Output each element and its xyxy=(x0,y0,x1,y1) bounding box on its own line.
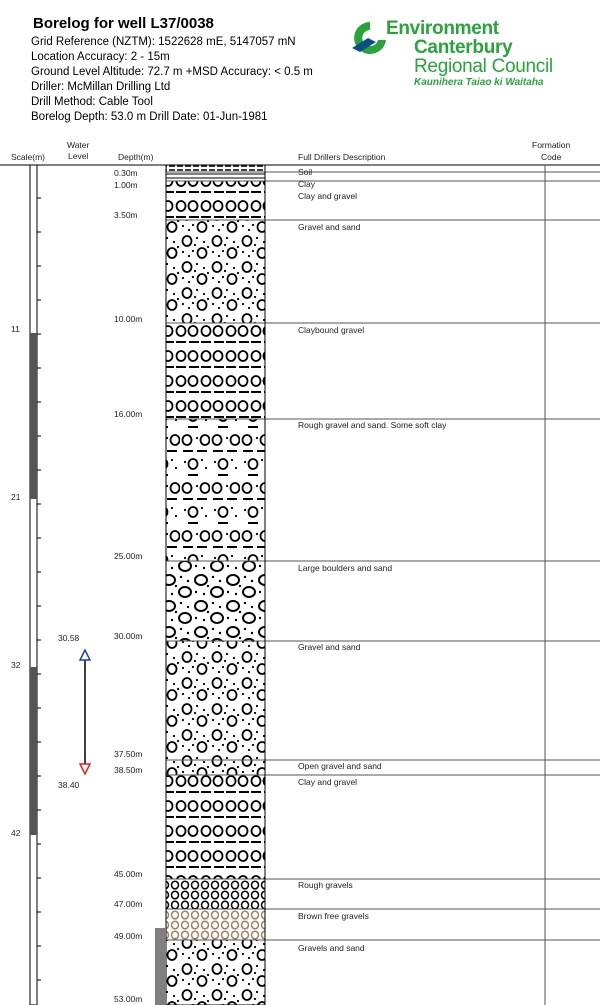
depth-label: 49.00m xyxy=(114,931,143,941)
depth-label: 3.50m xyxy=(114,210,138,220)
water-bottom-triangle-icon xyxy=(80,764,90,774)
formation-header-2: Code xyxy=(541,152,562,162)
lithology-layer xyxy=(166,181,265,220)
scale-header: Scale(m) xyxy=(11,152,46,162)
scale-bar-band xyxy=(30,667,37,835)
scale-label: 32 xyxy=(11,660,21,670)
layer-description: Gravel and sand xyxy=(298,222,361,232)
layer-description: Rough gravel and sand. Some soft clay xyxy=(298,420,447,430)
depth-label: 10.00m xyxy=(114,314,143,324)
lithology-layer xyxy=(166,323,265,419)
screen-marker xyxy=(156,928,164,1005)
layer-description: Claybound gravel xyxy=(298,325,365,335)
scale-label: 42 xyxy=(11,828,21,838)
depth-label: 53.00m xyxy=(114,994,143,1004)
scale-bar-outline xyxy=(30,165,37,1005)
lithology-layer xyxy=(166,940,265,1005)
logo-line-2: Canterbury xyxy=(414,37,513,58)
description-header: Full Drillers Description xyxy=(298,152,386,162)
formation-header-1: Formation xyxy=(532,140,571,150)
lithology-layer xyxy=(166,775,265,879)
lithology-layer xyxy=(166,172,265,181)
depth-label: 37.50m xyxy=(114,749,143,759)
depth-label: 30.00m xyxy=(114,631,143,641)
depth-label: 25.00m xyxy=(114,551,143,561)
water-top-label: 30.58 xyxy=(58,633,80,643)
layer-description: Large boulders and sand xyxy=(298,563,393,573)
lithology-layer xyxy=(166,419,265,561)
water-bottom-label: 38.40 xyxy=(58,780,80,790)
depth-label: 1.00m xyxy=(114,180,138,190)
layer-description: Open gravel and sand xyxy=(298,761,382,771)
water-top-triangle-icon xyxy=(80,650,90,660)
lithology-layer xyxy=(166,165,265,172)
depth-label: 38.50m xyxy=(114,765,143,775)
layer-description: Gravels and sand xyxy=(298,943,365,953)
layer-description: Rough gravels xyxy=(298,880,353,890)
grid-reference: Grid Reference (NZTM): 1522628 mE, 5147057 mN xyxy=(31,36,296,48)
layer-description: Brown free gravels xyxy=(298,911,369,921)
depth-header: Depth(m) xyxy=(118,152,154,162)
layer-description: Clay xyxy=(298,179,316,189)
layer-description: Gravel and sand xyxy=(298,642,361,652)
depth-label: 0.30m xyxy=(114,168,138,178)
lithology-layer xyxy=(166,760,265,775)
layer-description: Clay and gravel xyxy=(298,191,358,201)
borelog-depth-date: Borelog Depth: 53.0 m Drill Date: 01-Jun-1981 xyxy=(31,111,268,123)
ground-level-altitude: Ground Level Altitude: 72.7 m +MSD Accuracy: < 0.5 m xyxy=(31,66,313,78)
water-header-1: Water xyxy=(67,140,90,150)
layer-description: Clay and gravel xyxy=(298,777,358,787)
lithology-layer xyxy=(166,909,265,940)
water-level-marker xyxy=(80,650,90,774)
lithology-layer xyxy=(166,220,265,323)
scale-ticks xyxy=(37,198,41,980)
depth-label: 16.00m xyxy=(114,409,143,419)
scale-bar xyxy=(30,165,37,1005)
driller: Driller: McMillan Drilling Ltd xyxy=(31,81,171,93)
scale-bar-band xyxy=(30,333,37,499)
scale-label: 11 xyxy=(11,324,20,334)
layer-description: Soil xyxy=(298,167,313,177)
location-accuracy: Location Accuracy: 2 - 15m xyxy=(31,51,170,63)
lithology-layer xyxy=(166,641,265,760)
depth-label: 47.00m xyxy=(114,899,143,909)
drill-method: Drill Method: Cable Tool xyxy=(31,96,153,108)
lithology-layer xyxy=(166,561,265,641)
logo-line-1: Environment xyxy=(386,18,499,39)
page-title: Borelog for well L37/0038 xyxy=(33,15,214,32)
water-header-2: Level xyxy=(68,151,89,161)
lithology-layer xyxy=(166,879,265,909)
logo-line-4: Kaunihera Taiao ki Waitaha xyxy=(414,77,544,88)
scale-label: 21 xyxy=(11,492,21,502)
logo-line-3: Regional Council xyxy=(414,56,553,77)
depth-label: 45.00m xyxy=(114,869,143,879)
